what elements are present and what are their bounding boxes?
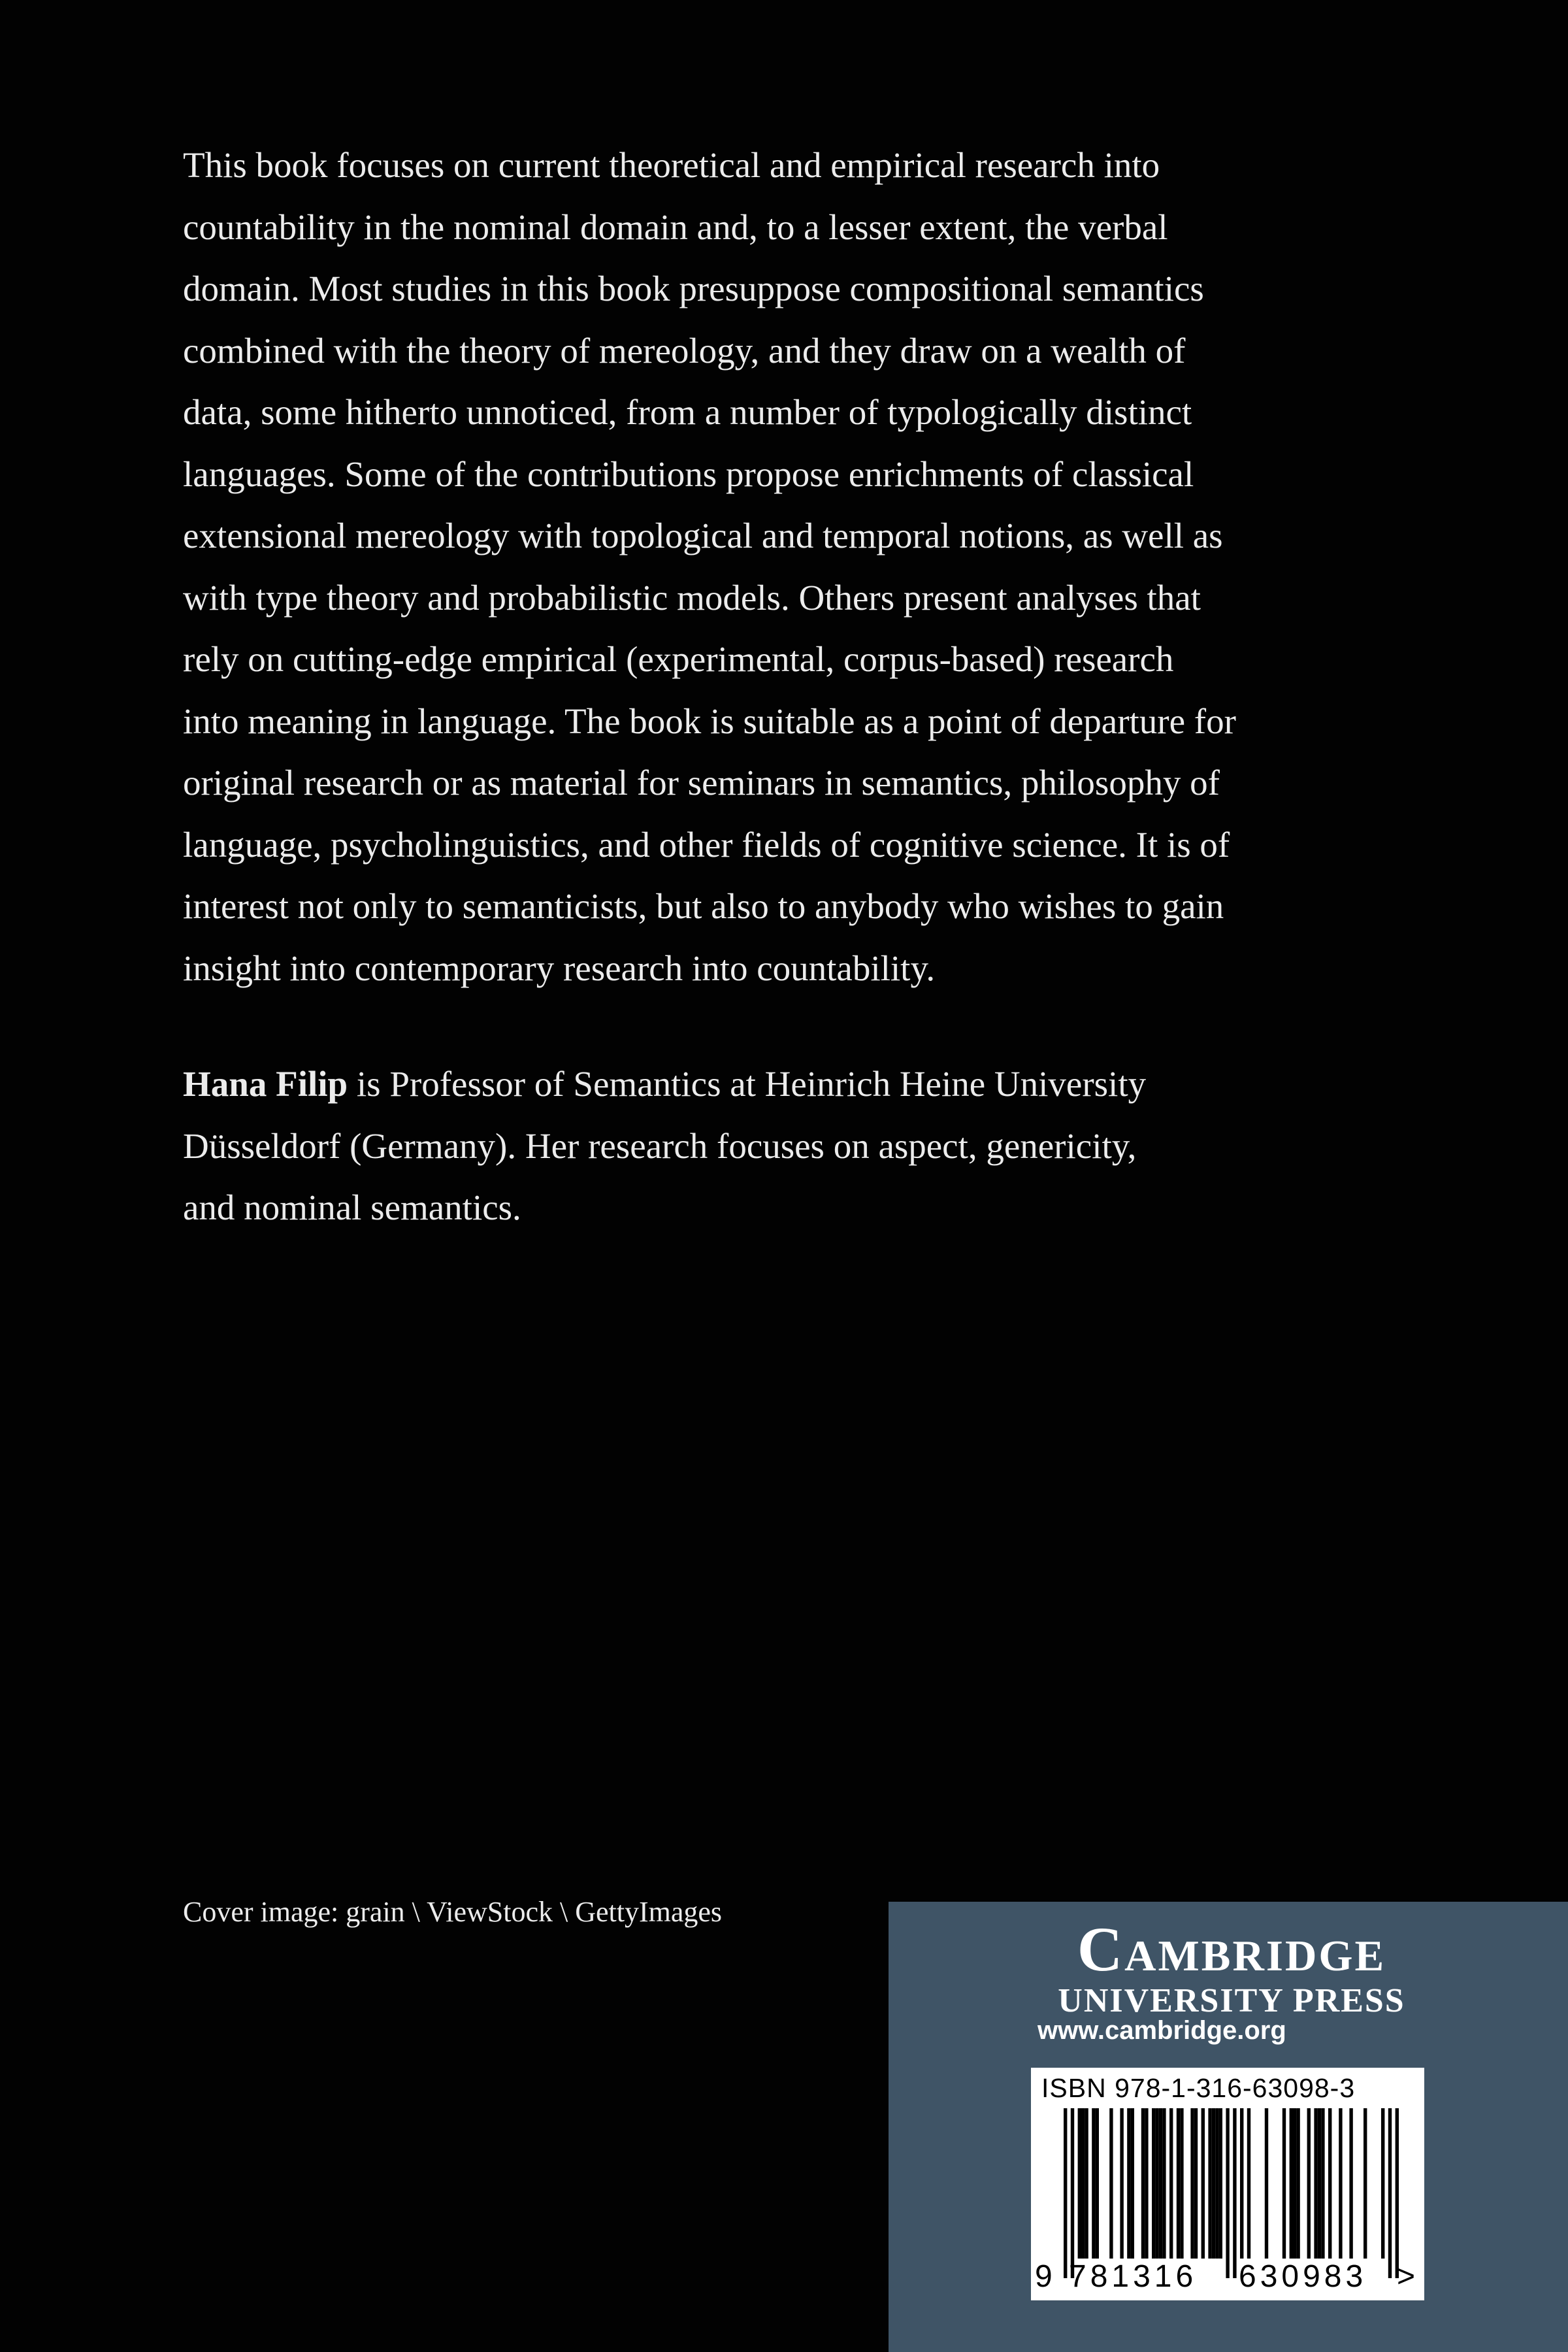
barcode-bar	[1215, 2108, 1218, 2259]
barcode-bar	[1141, 2108, 1145, 2259]
barcode-bar	[1127, 2108, 1130, 2259]
barcode-bar	[1145, 2108, 1148, 2259]
barcode-bar	[1194, 2108, 1198, 2259]
barcode-bar	[1364, 2108, 1367, 2259]
author-bio-line	[183, 1053, 1359, 1116]
author-bio-line: Düsseldorf (Germany). Her research focuses on aspect, genericity,	[183, 1125, 1137, 1166]
barcode-bar	[1240, 2108, 1243, 2259]
barcode-bar	[1201, 2108, 1205, 2259]
barcode-bar	[1314, 2108, 1317, 2259]
description-line: language, psycholinguistics, and other fields of cognitive science. It is of	[183, 824, 1230, 865]
barcode-bar	[1169, 2108, 1173, 2259]
barcode-bar	[1064, 2108, 1067, 2278]
isbn-label: ISBN 978-1-316-63098-3	[1041, 2073, 1356, 2103]
author-bio-line: and nominal semantics.	[183, 1187, 521, 1227]
description-line: combined with the theory of mereology, and they draw on a wealth of	[183, 330, 1186, 371]
publisher-name: Cambridge	[1077, 1914, 1386, 1984]
barcode-bar	[1226, 2108, 1229, 2278]
author-bio	[183, 1053, 1359, 1239]
barcode-bar	[1152, 2108, 1155, 2259]
barcode-bar	[1162, 2108, 1166, 2259]
barcode-bar	[1109, 2108, 1113, 2259]
publisher-panel	[889, 1902, 1568, 2352]
barcode-first-digit: 9	[1035, 2259, 1053, 2294]
description-line: interest not only to semanticists, but also to anybody who wishes to gain	[183, 886, 1224, 926]
barcode-left-digits: 781316	[1069, 2259, 1198, 2294]
cover-image-credit: Cover image: grain \ ViewStock \ GettyImages	[183, 1896, 723, 1928]
barcode-bar	[1092, 2108, 1095, 2259]
barcode-bar	[1293, 2108, 1296, 2259]
description-line: original research or as material for seminars in semantics, philosophy of	[183, 763, 1220, 803]
barcode-bar	[1282, 2108, 1286, 2259]
author-name: Hana Filip	[183, 1064, 348, 1104]
barcode-bar	[1328, 2108, 1331, 2259]
description-line: rely on cutting-edge empirical (experimental, corpus-based) research	[183, 639, 1174, 679]
barcode-bar	[1159, 2108, 1162, 2259]
barcode-bar	[1180, 2108, 1183, 2259]
barcode-bar	[1081, 2108, 1085, 2259]
barcode-bar	[1321, 2108, 1324, 2259]
barcode-right-digits: 630983	[1239, 2259, 1367, 2294]
barcode-bar	[1396, 2108, 1399, 2278]
barcode-bar	[1318, 2108, 1321, 2259]
publisher-website: www.cambridge.org	[1037, 2016, 1286, 2045]
description-line: insight into contemporary research into countability.	[183, 948, 936, 988]
description-line: countability in the nominal domain and, to a lesser extent, the verbal	[183, 207, 1168, 247]
description-line: This book focuses on current theoretical and empirical research into	[183, 145, 1160, 185]
barcode-bar	[1085, 2108, 1088, 2259]
barcode-bar	[1177, 2108, 1180, 2259]
isbn-barcode	[1031, 2068, 1424, 2300]
barcode-bar	[1212, 2108, 1215, 2259]
barcode-bar	[1078, 2108, 1081, 2259]
barcode-bar	[1155, 2108, 1158, 2259]
barcode-bar	[1233, 2108, 1236, 2278]
barcode-bar	[1307, 2108, 1311, 2259]
barcode-bar	[1096, 2108, 1099, 2259]
description-line: with type theory and probabilistic models. Others present analyses that	[183, 577, 1201, 618]
barcode-bar	[1247, 2108, 1250, 2259]
book-description	[183, 135, 1359, 999]
barcode-bar	[1190, 2108, 1194, 2259]
barcode-bar	[1296, 2108, 1299, 2259]
barcode-bar	[1208, 2108, 1211, 2259]
barcode-bar	[1071, 2108, 1074, 2278]
barcode-quiet-zone-marker: >	[1397, 2259, 1416, 2294]
barcode-bar	[1290, 2108, 1293, 2259]
barcode-bar	[1219, 2108, 1222, 2259]
description-line: extensional mereology with topological and temporal notions, as well as	[183, 516, 1223, 555]
barcode-bar	[1349, 2108, 1352, 2259]
barcode-bar	[1120, 2108, 1123, 2259]
description-line: domain. Most studies in this book presuppose compositional semantics	[183, 269, 1204, 308]
author-bio-text: is Professor of Semantics at Heinrich Heine University	[348, 1064, 1147, 1104]
barcode-bar	[1339, 2108, 1342, 2259]
barcode-bar	[1265, 2108, 1268, 2259]
publisher-logo	[1029, 1913, 1434, 2021]
barcode-bar	[1131, 2108, 1134, 2259]
description-line: languages. Some of the contributions propose enrichments of classical	[183, 454, 1194, 494]
description-line: data, some hitherto unnoticed, from a number of typologically distinct	[183, 392, 1192, 432]
publisher-subname: UNIVERSITY PRESS	[1058, 1982, 1405, 2019]
description-line: into meaning in language. The book is suitable as a point of departure for	[183, 701, 1236, 741]
barcode-bar	[1381, 2108, 1384, 2259]
barcode-bar	[1388, 2108, 1392, 2278]
